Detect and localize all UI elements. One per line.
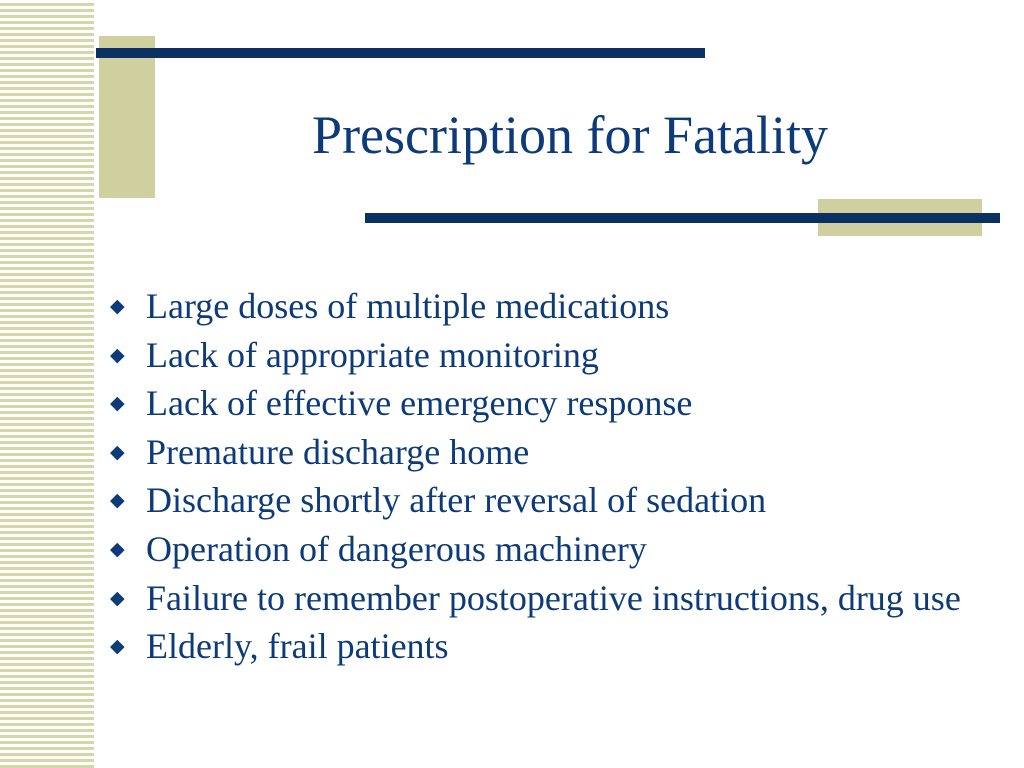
diamond-bullet-icon: ◆ [110, 489, 125, 512]
bullet-item [110, 331, 1010, 380]
diamond-bullet-icon: ◆ [110, 295, 125, 317]
bullet-text: Operation of dangerous machinery [146, 528, 647, 569]
bullet-text: Lack of appropriate monitoring [146, 334, 599, 375]
bullet-item [110, 622, 1010, 671]
bullet-text: Premature discharge home [146, 431, 530, 472]
bullet-item [110, 282, 1010, 331]
bullet-list [110, 282, 1010, 671]
bullet-text: Large doses of multiple medications [146, 286, 670, 326]
diamond-bullet-icon: ◆ [110, 343, 125, 366]
title-rule-top [96, 48, 705, 58]
bullet-item [110, 476, 1010, 525]
bullet-item [110, 428, 1010, 477]
diamond-bullet-icon: ◆ [110, 635, 125, 658]
slide-title: Prescription for Fatality [312, 105, 828, 165]
diamond-bullet-icon: ◆ [110, 440, 125, 463]
title-rule-bottom [365, 213, 1000, 223]
bullet-item [110, 379, 1010, 428]
bullet-text: Lack of effective emergency response [146, 383, 693, 424]
bullet-text: Elderly, frail patients [146, 626, 449, 667]
bullet-item [110, 525, 1010, 574]
diamond-bullet-icon: ◆ [110, 586, 125, 609]
accent-block-top [99, 36, 155, 198]
bullet-item [110, 574, 1010, 623]
decorative-stripe-band [0, 0, 94, 768]
diamond-bullet-icon: ◆ [110, 392, 125, 415]
bullet-text: Failure to remember postoperative instructions, drug use [146, 577, 961, 618]
diamond-bullet-icon: ◆ [110, 537, 125, 560]
bullet-text: Discharge shortly after reversal of sedation [146, 480, 767, 521]
